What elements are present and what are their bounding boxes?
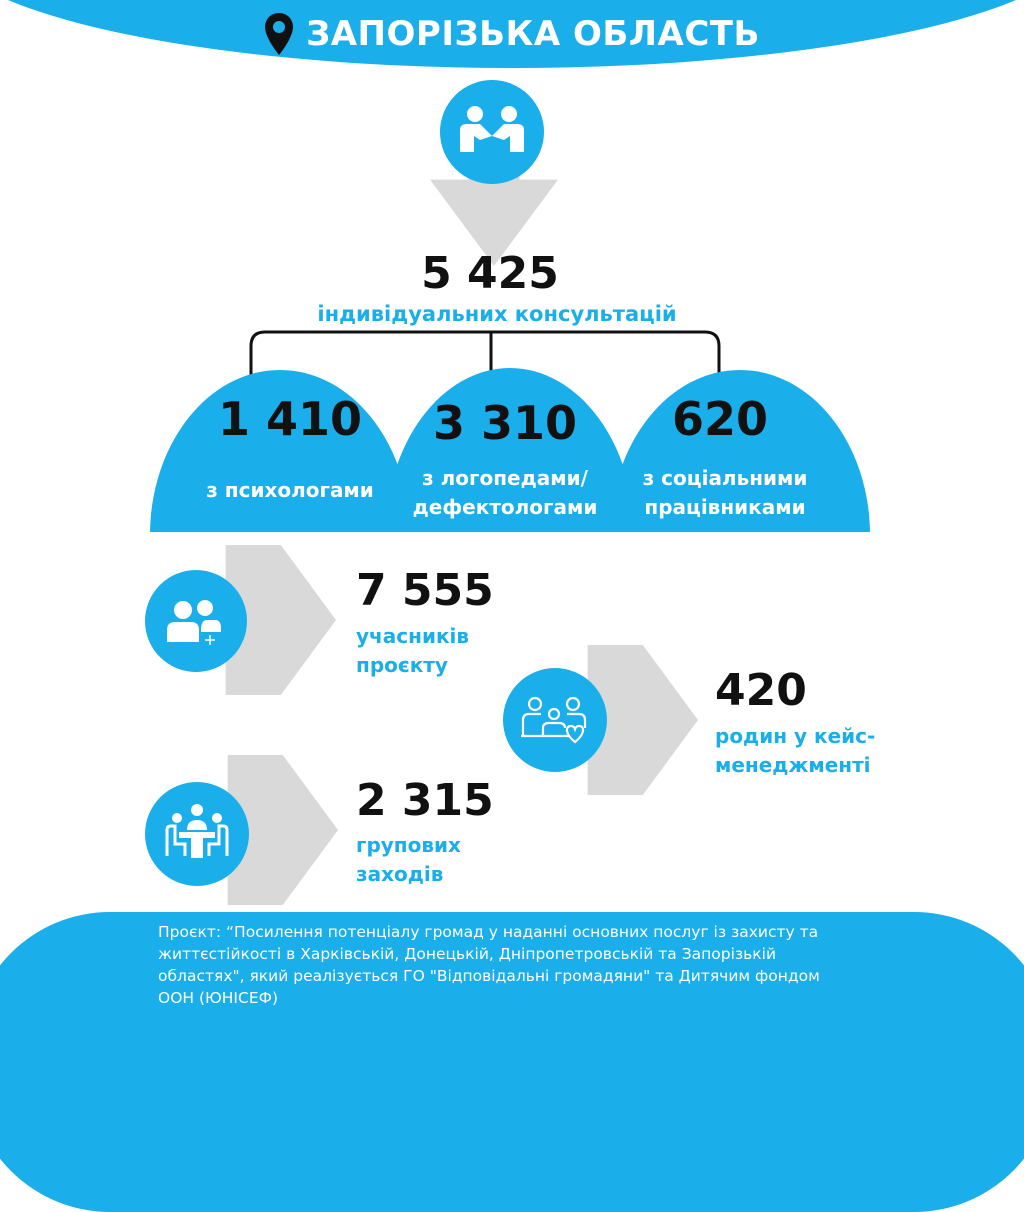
footer-line-1: Проєкт: “Посилення потенціалу громад у наданні основних послуг із захисту та: [158, 923, 819, 941]
page-title: ЗАПОРІЗЬКА ОБЛАСТЬ: [306, 14, 760, 54]
participants-value: 7 555: [356, 565, 494, 616]
family-heart-icon: [503, 668, 607, 772]
footer-line-3: областях", який реалізується ГО "Відповідальні громадяни" та Дитячим фондом: [158, 967, 820, 985]
group-events-icon-circle: [145, 782, 249, 886]
speech-therapists-value: 3 310: [432, 396, 578, 450]
handshake-icon: [440, 80, 544, 184]
consultations-label: індивідуальних консультацій: [317, 302, 677, 326]
speech-therapists-label-line-2: дефектологами: [412, 495, 598, 519]
families-label-line-1: родин у кейс-: [715, 724, 876, 748]
families-label-line-2: менеджменті: [715, 753, 871, 777]
add-users-icon: [145, 570, 247, 672]
social-workers-label-line-2: працівниками: [644, 495, 806, 519]
group-events-value: 2 315: [356, 775, 494, 826]
families-label: [715, 722, 875, 780]
speech-therapists-label: [375, 464, 635, 522]
group-events-label-line-1: групових: [356, 833, 461, 857]
social-workers-label-line-1: з соціальними: [642, 466, 808, 490]
consultations-value: 5 425: [421, 248, 559, 299]
map-pin-icon: [264, 12, 294, 56]
social-workers-label: [600, 464, 850, 522]
footer-line-4: ООН (ЮНІСЕФ): [158, 989, 278, 1007]
group-events-label-line-2: заходів: [356, 862, 444, 886]
header: [0, 6, 1024, 62]
group-meeting-icon: [145, 782, 249, 886]
speech-therapists-label-line-1: з логопедами/: [422, 466, 588, 490]
families-icon-circle: [503, 668, 607, 772]
project-description: [158, 921, 878, 1009]
psychologists-label: з психологами: [206, 478, 374, 502]
families-value: 420: [715, 665, 807, 716]
psychologists-value: 1 410: [217, 392, 363, 446]
consultations-icon-circle: [440, 80, 544, 184]
participants-label-line-2: проєкту: [356, 653, 448, 677]
footer-line-2: життєстійкості в Харківській, Донецькій, Дніпропетровській та Запорізькій: [158, 945, 777, 963]
participants-icon-circle: [145, 570, 247, 672]
group-events-label: [356, 831, 461, 889]
participants-label: [356, 622, 469, 680]
participants-label-line-1: учасників: [356, 624, 470, 648]
social-workers-value: 620: [671, 392, 769, 446]
